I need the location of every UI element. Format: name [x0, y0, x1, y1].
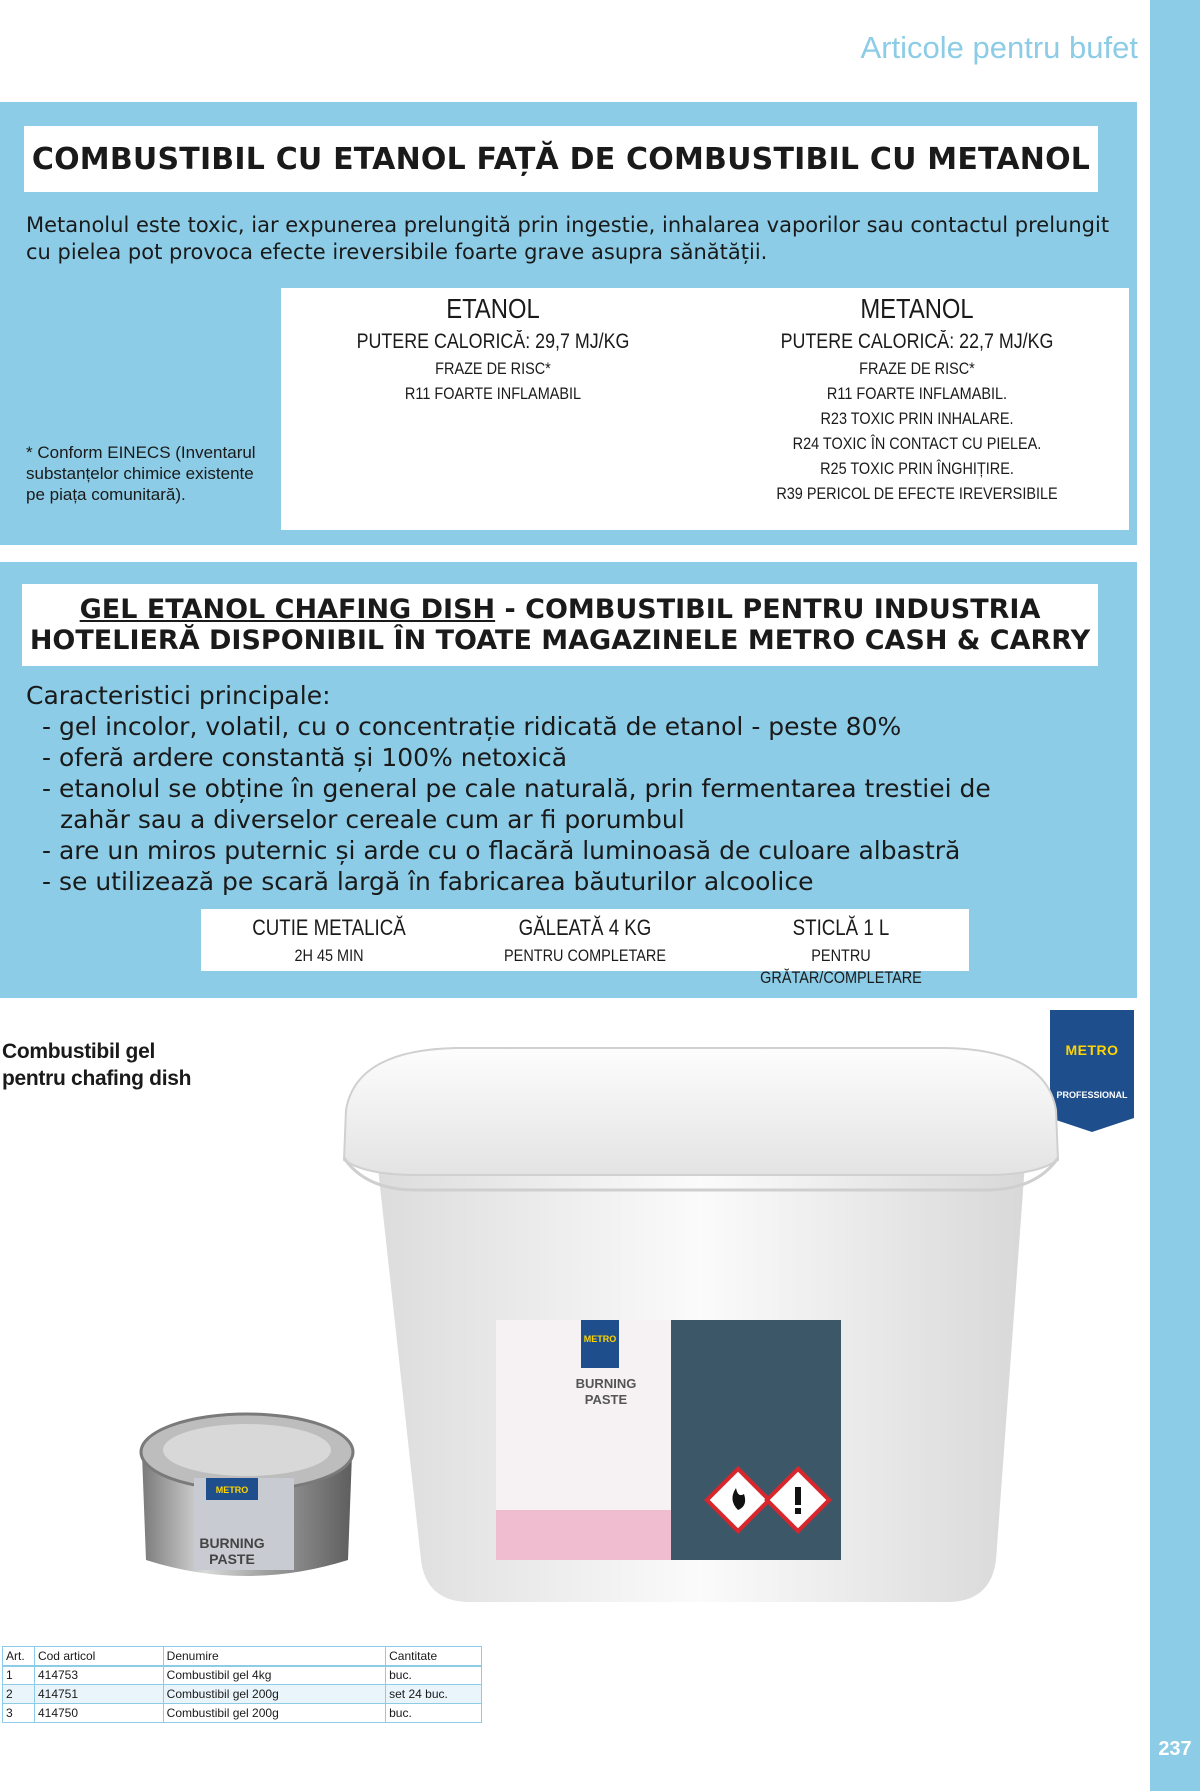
- methanol-risk: R23 TOXIC PRIN INHALARE.: [820, 409, 1014, 428]
- einecs-footnote: * Conform EINECS (Inventarul substanțelor chimice existente pe piața comunitară).: [26, 443, 256, 504]
- table-cell: 414753: [34, 1666, 163, 1685]
- table-row: [3, 1704, 482, 1723]
- variant-name: STICLĂ 1 L: [792, 915, 890, 940]
- bucket-label-line1: BURNING: [575, 1376, 637, 1391]
- variant-bucket: [457, 909, 713, 967]
- gel-can-image: [136, 1408, 358, 1588]
- variant-name: GĂLEATĂ 4 KG: [518, 915, 652, 940]
- table-row: [3, 1685, 482, 1704]
- gel-heading: [22, 584, 1098, 666]
- table-cell: buc.: [386, 1704, 482, 1723]
- col-header: Cod articol: [34, 1647, 163, 1666]
- feature-item-continued: zahăr sau a diverselor cereale cum ar fi porumbul: [60, 805, 685, 834]
- feature-item: - oferă ardere constantă și 100% netoxică: [42, 743, 568, 772]
- variants-box: [201, 909, 969, 987]
- feature-item: - etanolul se obține în general pe cale naturală, prin fermentarea trestiei de: [42, 774, 991, 803]
- comparison-panel: [0, 102, 1137, 545]
- gel-bucket-image: [336, 1040, 1066, 1610]
- comparison-intro: Metanolul este toxic, iar expunerea prelungită prin ingestie, inhalarea vaporilor sau contactul prelungit cu pielea pot provoca efecte ireversibile foarte grave asupra sănătății.: [26, 213, 1110, 264]
- bucket-brand: METRO: [583, 1334, 617, 1344]
- methanol-power: PUTERE CALORICĂ: 22,7 MJ/KG: [780, 330, 1054, 353]
- can-label-line2: PASTE: [209, 1551, 255, 1567]
- methanol-risk: R11 FOARTE INFLAMABIL.: [826, 384, 1008, 403]
- ethanol-name: ETANOL: [446, 293, 540, 324]
- gel-heading-underlined: GEL ETANOL CHAFING DISH: [79, 594, 496, 625]
- table-row: [3, 1666, 482, 1685]
- side-strip: [1150, 0, 1200, 1791]
- comparison-heading: COMBUSTIBIL CU ETANOL FAȚĂ DE COMBUSTIBIL CU METANOL: [24, 126, 1098, 192]
- variant-bottle: [713, 909, 969, 989]
- variant-desc: PENTRU GRĂTAR/COMPLETARE: [760, 946, 922, 987]
- table-cell: set 24 buc.: [386, 1685, 482, 1704]
- badge-brand: METRO: [1065, 1042, 1119, 1058]
- variant-desc: 2H 45 MIN: [294, 946, 364, 965]
- ethanol-column: [281, 288, 705, 406]
- features-title: Caracteristici principale:: [26, 681, 331, 710]
- bucket-label-line2: PASTE: [584, 1392, 628, 1407]
- table-cell: 414751: [34, 1685, 163, 1704]
- methanol-risk: R24 TOXIC ÎN CONTACT CU PIELEA.: [792, 434, 1042, 453]
- variant-desc: PENTRU COMPLETARE: [504, 946, 666, 965]
- gel-panel: [0, 562, 1137, 998]
- ethanol-risk: R11 FOARTE INFLAMABIL: [404, 384, 582, 403]
- table-cell: 414750: [34, 1704, 163, 1723]
- table-cell: 1: [3, 1666, 35, 1685]
- page-number: 237: [1158, 1738, 1192, 1760]
- methanol-risk: R25 TOXIC PRIN ÎNGHIȚIRE.: [820, 459, 1014, 478]
- table-cell: 3: [3, 1704, 35, 1723]
- table-cell: Combustibil gel 200g: [163, 1685, 385, 1704]
- gel-heading-line2: HOTELIERĂ DISPONIBIL ÎN TOATE MAGAZINELE METRO CASH & CARRY: [29, 625, 1091, 656]
- col-header: Art.: [3, 1647, 35, 1666]
- can-brand: METRO: [215, 1485, 249, 1495]
- methanol-risk-label: FRAZE DE RISC*: [859, 359, 975, 378]
- variant-metal-can: [201, 909, 457, 967]
- gel-heading-rest: - COMBUSTIBIL PENTRU INDUSTRIA: [495, 594, 1041, 625]
- variant-name: CUTIE METALICĂ: [252, 915, 406, 940]
- feature-item: - se utilizează pe scară largă în fabricarea băuturilor alcoolice: [42, 867, 814, 896]
- col-header: Denumire: [163, 1647, 385, 1666]
- gel-heading-line1: [80, 594, 1041, 625]
- product-name-line2: pentru chafing dish: [2, 1067, 192, 1090]
- badge-sub: PROFESSIONAL: [1056, 1090, 1128, 1100]
- ethanol-risk-label: FRAZE DE RISC*: [435, 359, 551, 378]
- methanol-risk: R39 PERICOL DE EFECTE IREVERSIBILE: [776, 484, 1058, 503]
- ethanol-power: PUTERE CALORICĂ: 29,7 MJ/KG: [356, 330, 630, 353]
- articles-table: [2, 1646, 482, 1723]
- product-name: [2, 1038, 191, 1092]
- methanol-name: METANOL: [860, 293, 974, 324]
- col-header: Cantitate: [386, 1647, 482, 1666]
- feature-item: - gel incolor, volatil, cu o concentrație ridicată de etanol - peste 80%: [42, 712, 902, 741]
- comparison-table: [281, 288, 1129, 530]
- table-cell: Combustibil gel 200g: [163, 1704, 385, 1723]
- table-cell: buc.: [386, 1666, 482, 1685]
- methanol-column: [705, 288, 1129, 506]
- feature-item: - are un miros puternic și arde cu o flacără luminoasă de culoare albastră: [42, 836, 961, 865]
- product-name-line1: Combustibil gel: [2, 1040, 156, 1063]
- table-header-row: [3, 1647, 482, 1666]
- table-cell: 2: [3, 1685, 35, 1704]
- table-cell: Combustibil gel 4kg: [163, 1666, 385, 1685]
- can-label-line1: BURNING: [199, 1535, 265, 1551]
- features-list: [26, 680, 1126, 897]
- section-title: Articole pentru bufet: [860, 30, 1138, 65]
